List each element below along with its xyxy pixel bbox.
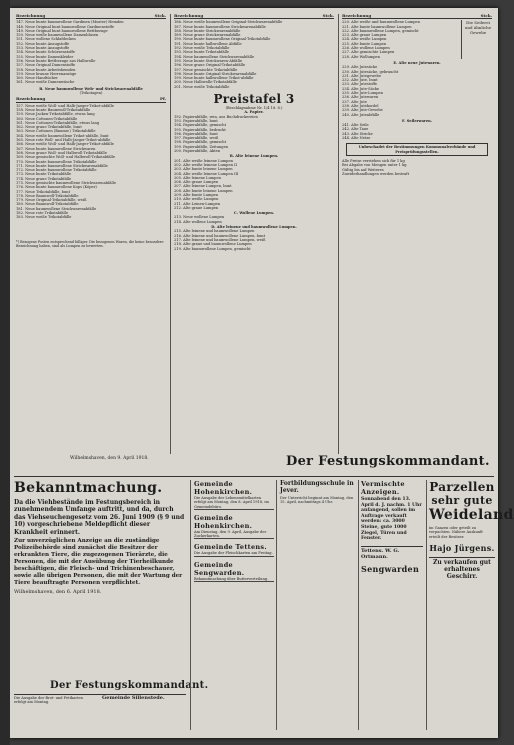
list-item-text: 243. Alte Stricke: [342, 131, 373, 136]
list-item-text: 197. Neue gemischte Trikotabfälle: [174, 67, 238, 72]
list-item-text: 164. Neue weiße baumwollene Trikot-abfälle, bunt: [16, 133, 109, 138]
list-item-text: 158. Neue bunte Baumwoll-Trikotabfälle: [16, 107, 91, 112]
municipal-ads-list: [194, 480, 274, 582]
list-item-text: 215. Alte leinene und baumwollene Lumpen: [174, 229, 255, 234]
list-item-text: 199. Papierabfälle, Zeitungen: [174, 144, 229, 149]
list-item-text: 218. Alte graue und baumwollene Lumpen: [174, 242, 252, 247]
list-item-text: 198. Neue bunte Original-Strickwarenabfälle: [174, 71, 257, 76]
school-title: Fortbildungsschule in Jever.: [280, 480, 354, 494]
ortmann-name: Tettens. W. G. Ortmann.: [361, 546, 423, 560]
list-item-text: 159. Neue Jacken-Trikotabfälle, etwas lang: [16, 112, 95, 117]
municipal-ad-text: Die Ausgabe der Lebensmittelkarten erfolgt am Montag, den 8. April 1918, im Gemeindebüro.: [194, 496, 269, 509]
section-a-title: A. Papier.: [244, 110, 264, 115]
list-item-text: 163. Neue Cottonen (Baumw.) Trikotabfälle: [16, 129, 96, 134]
list-item-text: 208. Alte bunte leinene Lumpen: [174, 188, 233, 193]
list-item-text: 232. Alte Jute, bunt: [342, 78, 378, 83]
municipal-notices: [194, 480, 274, 730]
municipal-ad: [194, 514, 274, 540]
authority-signature: Der Festungskommandant.: [286, 454, 490, 469]
municipal-ad-title: Gemeinde Sengwarden.: [194, 560, 245, 577]
list-item-text: 235. Alte Jute-Lumpen: [342, 91, 383, 96]
bekanntmachung-block: [14, 480, 186, 680]
notice-text: Die Ausgabe der Brot- und Fettkarten erfolgt am Montag.: [14, 696, 83, 705]
section-c-title: C. Wollene Lumpen.: [233, 211, 275, 216]
list-item-text: 239. Alte Jute-Gewebe: [342, 108, 383, 113]
list-item-text: 147. Neue bunte baumwollene Gardinen (Muster) Hemden: [16, 20, 124, 25]
preistafel-title: Preistafel 3: [213, 92, 295, 107]
list-item-text: 221. Alte bunte baumwollene Lumpen: [342, 24, 412, 29]
list-item-text: 183. Neue weiße Trikotabfälle: [16, 215, 72, 220]
boxed-note: Unbeschadet der Bestimmungen Kommunalverbände und Preisprüfungsstellen.: [346, 143, 488, 156]
list-item-text: 210. Alte weiße Lumpen: [174, 197, 219, 202]
list-item-text: 229. Alte Jutesäcke: [342, 65, 378, 70]
list-item-text: 193. Papierabfälle, bunt: [174, 118, 218, 123]
list-item: [16, 80, 166, 84]
list-item-text: 169. Neue gemischte Woll- und Halbwoll-Trikotabfälle: [16, 155, 115, 160]
bekanntmachung-sign: Der Festungskommandant.: [50, 680, 209, 691]
list-item-text: 201. Alte weiße leinene Lumpen: [174, 158, 233, 163]
list-item-text: 201. Neue weiße Trikotabfälle: [174, 84, 230, 89]
school-notice: [280, 480, 356, 730]
list-item-text: 220. Alte weiße und baumwollene Lumpen: [342, 20, 420, 25]
bekanntmachung-date: Wilhelmshaven, den 6. April 1918.: [14, 589, 102, 596]
list-item-text: 162. Neue graue Trikotabfälle, bunt: [16, 125, 82, 130]
section-d-title: D. Alte leinene und baumwollene Lumpen.: [211, 225, 297, 230]
list-item-text: 196. Neue graue Original-Trikotabfälle: [174, 63, 246, 68]
left-section-subtitle: (Trikotagen): [79, 91, 103, 96]
list-item-text: 161. Neue weiße Damenwäsche: [16, 80, 75, 85]
bekanntmachung-title: Bekanntmachung.: [14, 480, 163, 496]
list-item-text: 237. Alte Jute: [342, 99, 367, 104]
list-item: [174, 206, 334, 210]
list-item-text: 230. Alte Jutesäcke, gebraucht: [342, 69, 399, 74]
left-footnote: *) Bezogene Posten entsprechend billiger. Die bezogenen Waren, die keine besondere Bezeichnung haben, sind als Lumpen zu bewerten.: [16, 239, 164, 248]
list-item-text: 241. Alte Seile: [342, 123, 369, 128]
left-column-header-2: [16, 97, 166, 102]
left-rows: [16, 20, 166, 84]
list-item-text: 148. Neue Original bunt baumwollene Gardinenstoffe: [16, 24, 115, 29]
bekanntmachung-body-2: Zur unverzüglichen Anzeige an die zuständige Polizeibehörde sind zunächst die Besitzer der erkrankten Tiere, die zugezogenen Tierärzte, die Personen, die mit der Ausübung der Tierheilkunde beschäftigen, die Fleisch- und Trichinenbeschauer, sowie alle übrigen Personen, die mit der Wartung der Tiere beauftragte Personen verpflichtet.: [14, 538, 183, 587]
list-item-text: 238. Alte Jutekordel: [342, 103, 379, 108]
right-column: [342, 14, 492, 176]
weideland-title-3: Weideland: [429, 507, 514, 523]
list-item-text: 172. Neue bunte baumwollene Trikotabfälle: [16, 168, 97, 173]
list-item-text: 227. Alte gemischte Lumpen: [342, 50, 395, 55]
section-g-rows: [342, 159, 492, 176]
header-label: Bezeichnung: [342, 13, 372, 18]
list-item-text: 209. Alte bunte Lumpen: [174, 192, 219, 197]
left-column-header: [16, 14, 166, 19]
left-section-title: B. Neue baumwollene Web- und Strickwarenabfälle: [39, 86, 143, 91]
list-item-text: 195. Neue bunte Strickwaren-Abfälle: [174, 58, 242, 63]
section-f-title: F. Seilerwaren.: [402, 118, 432, 123]
list-item-text: 181. Neue baumwollene Strickwarenabfälle: [16, 206, 97, 211]
list-item-text: 166. Neue weiße Woll- und Halb-Jaeger-Trikot-abfälle: [16, 142, 114, 147]
list-item-text: 175. Neue gemischte baumwollene Strickwarenabfälle: [16, 180, 116, 185]
list-item-text: 204. Alte weiße leinene Lumpen III: [174, 171, 239, 176]
list-item-text: 152. Neue bunte Anzugstoffe: [16, 41, 70, 46]
bekanntmachung-body: Da die Viehbestände im Festungsbereich in zunehmendem Umfange auftritt, und da, durch das Viehseuchengesetz vom 26. Juni 1909 (§ 9 und 10) vorgeschriebene Meldepflicht dieser Krankheit erinnert.: [14, 499, 185, 536]
weideland-title-2: sehr gute: [431, 494, 493, 507]
list-item: [174, 85, 334, 89]
list-item-text: 186. Neue weiße baumwollene Original-Strickwarenabfälle: [174, 20, 283, 25]
list-item-text: 207. Alte leinene Lumpen, bunt: [174, 184, 232, 189]
middle-column-header: [174, 14, 334, 19]
list-item-text: 158. Neue bunte Arbeitshemden: [16, 67, 76, 72]
preistafel-subtitle: (Beschlagnahme Nr. 1/4 18. 8.): [225, 106, 283, 111]
list-item-text: 242. Alte Taue: [342, 127, 369, 132]
sengwarden-title: Sengwarden: [361, 563, 420, 574]
list-item-text: 182. Neue rote Trikotabfälle: [16, 211, 68, 216]
list-item-text: 179. Neue Original-Trikotabfälle, weiß: [16, 198, 87, 203]
geschirr-ad: Zu verkaufen gut erhaltenes Geschirr.: [429, 557, 495, 580]
list-item-text: 156. Neue bunte Bettbezuge aus Halbwolle: [16, 58, 96, 63]
list-item-text: 157. Neue Original Damenstoffe: [16, 63, 76, 68]
left-column: [16, 14, 166, 248]
list-item: [16, 215, 166, 219]
list-item-text: 168. Neue graue Woll- und Halbwoll-Trikotabfälle: [16, 150, 107, 155]
list-item-text: 228. Alte Wollumpen: [342, 54, 380, 59]
section-a-rows: [174, 115, 334, 154]
list-item-text: 194. Papierabfälle, gemischt: [174, 123, 227, 128]
vermischte-anzeigen: [361, 480, 423, 730]
column-rule: [190, 480, 191, 730]
list-item-text: 225. Alte bunte Lumpen: [342, 41, 387, 46]
list-item-text: 187. Neue bunte baumwollene Strickwarenabfälle: [174, 24, 266, 29]
list-item-text: 159. Neue braune Herrenanzüge: [16, 71, 77, 76]
list-item-text: 180. Neue Baumwoll-Trikotabfälle: [16, 202, 79, 207]
list-item-text: 226. Alte wollene Lumpen: [342, 46, 390, 51]
list-item-text: 170. Neue bunte baumwollene Trikotabfälle: [16, 159, 97, 164]
municipal-ad-text: Am Dienstag, den 9. April, Ausgabe der Zuckerkarten.: [194, 529, 267, 539]
list-item-text: 177. Neue Trikotabfälle, bunt: [16, 189, 71, 194]
weideland-text: im Ganzen oder geteilt zu verpachten. Nähere Auskunft erteilt der Besitzer.: [429, 526, 483, 539]
section-c-rows: [174, 215, 334, 224]
list-item: [342, 136, 492, 140]
weideland-ad: [429, 480, 514, 730]
list-item-text: 188. Neue bunte Strickwarenabfälle: [174, 28, 241, 33]
verm-text: Sonnabend den 13. April d. J. nachm. 1 Uhr anfangend, sollen im Auftrage verkauft werden: ca. 3000 Steine, gute 1000 Ziegel, Türen und Fenster.: [361, 497, 422, 542]
list-item-text: 224. Alte weiße Lumpen: [342, 37, 387, 42]
section-e-rows: [342, 65, 492, 117]
list-item-text: 194. Neue baumwollene Strickwarenabfälle: [174, 54, 255, 59]
list-item-text: 151. Neue wollene Schlafdecken: [16, 37, 76, 42]
list-item-text: 234. Alte Jute-Säcke: [342, 86, 380, 91]
list-item-text: 191. Neue bunte halbwollene Abfälle: [174, 41, 242, 46]
weideland-title-1: Parzellen: [429, 480, 495, 494]
column-rule: [338, 14, 339, 454]
section-b-rows: [174, 159, 334, 211]
municipal-ad-text: Die Ausgabe der Fleischkarten am Freitag.: [194, 551, 273, 556]
right-side-text: Die Seilerei und ähnliche Gewebe: [461, 20, 492, 59]
municipal-ad: [194, 561, 274, 582]
list-item-text: 192. Papierabfälle, rein, aus Buchdruckereien: [174, 114, 258, 119]
list-item-text: 236. Alte Jutewaren: [342, 95, 379, 100]
list-item: [174, 149, 334, 153]
municipal-ad-title: Gemeinde Hohenkirchen.: [194, 480, 253, 496]
weideland-owner: Hajo Jürgens.: [429, 542, 495, 553]
left-rows-2: [16, 104, 166, 220]
section-f-rows: [342, 123, 492, 140]
list-item-text: 223. Alte graue Lumpen: [342, 33, 387, 38]
column-rule: [358, 480, 359, 730]
list-item-text: 165. Neue rote Woll- und Halb-Jaeger-Trikot-abfälle: [16, 138, 111, 143]
notice-title: Gemeinde Sillenstede.: [102, 695, 165, 701]
header-label: Bezeichnung: [16, 96, 46, 102]
header-unit: Stck.: [322, 13, 334, 18]
section-d-rows: [174, 229, 334, 250]
list-item-text: Bei Abgabe von Mengen unter 1 kg: [342, 163, 407, 168]
list-item-text: 198. Papierabfälle, gemischt: [174, 140, 227, 145]
municipal-ad: [194, 480, 274, 510]
list-item-text: 150. Neue weiße baumwollene Damenblusen: [16, 33, 99, 38]
list-item-text: 231. Alte Jutegewebe: [342, 73, 381, 78]
list-item-text: 189. Neue graue Strickwarenabfälle: [174, 33, 241, 38]
list-item-text: 244. Alte Netze: [342, 136, 371, 141]
list-item-text: 171. Neue bunte baumwollene Strickwarenabfälle: [16, 163, 108, 168]
list-item-text: 197. Papierabfälle, weiß: [174, 136, 219, 141]
list-item-text: 154. Neue bunte Schürzenstoffe: [16, 50, 75, 55]
municipal-ad-title: Gemeinde Tettens.: [194, 543, 267, 552]
list-item: [174, 220, 334, 224]
list-item-text: 173. Neue bunte Trikotabfälle: [16, 172, 72, 177]
municipal-ad-text: Bekanntmachung über Butterverteilung.: [194, 576, 269, 581]
list-item-text: 200. Papierabfälle, Akten: [174, 149, 221, 154]
list-item-text: 200. Neue Halbwolle-Trikotabfälle: [174, 80, 237, 85]
list-item-text: 192. Neue weiße Trikotabfälle: [174, 46, 230, 51]
list-item-text: Alle Preise verstehen sich für 1 kg: [342, 158, 405, 163]
list-item-text: 202. Alte weiße leinene Lumpen II: [174, 162, 237, 167]
list-item-text: 167. Neue bunte baumwollene Strickwaren: [16, 146, 96, 151]
list-item-text: 160. Neue Handtücher: [16, 76, 58, 81]
municipal-ad: [194, 543, 274, 556]
bottom-left-notice-b: [102, 696, 186, 726]
header-label: Bezeichnung: [16, 13, 46, 18]
list-item-text: 199. Neue bunte halbwollene Trikot-abfälle: [174, 76, 254, 81]
middle-rows: [174, 20, 334, 89]
column-rule: [276, 480, 277, 730]
list-item-text: 205. Alte leinene Lumpen: [174, 175, 221, 180]
section-b-title: B. Alte leinene Lumpen.: [229, 154, 279, 159]
municipal-ad-title: Gemeinde Hohenkirchen.: [194, 513, 253, 530]
list-item-text: 190. Neue bunte baumwollene Original-Trikotabfälle: [174, 37, 271, 42]
column-rule: [426, 480, 427, 730]
list-item: [342, 172, 492, 176]
list-item-text: 149. Neue Original bunt baumwollene Bettbezuge: [16, 28, 108, 33]
right-rows: [342, 20, 461, 59]
header-unit: Stck.: [480, 13, 492, 18]
scan-margin: [0, 0, 10, 745]
section-e-title: E. Alte neue Jutewaren.: [393, 60, 441, 65]
list-item-text: 176. Neue bunte baumwollene Kops (Köper): [16, 185, 97, 190]
list-item-text: 178. Neue Baumwoll-Trikotabfälle: [16, 193, 79, 198]
verm-title: Vermischte Anzeigen.: [361, 480, 405, 496]
list-item-text: 213. Neue wollene Lumpen: [174, 215, 225, 220]
list-item-text: 206. Alte graue Lumpen: [174, 180, 219, 185]
list-item-text: 217. Alte leinene und baumwollene Lumpen, weiß: [174, 237, 266, 242]
header-label: Bezeichnung: [174, 13, 204, 18]
list-item-text: 222. Alte baumwollene Lumpen, gemischt: [342, 28, 419, 33]
list-item-text: 196. Papierabfälle, bunt: [174, 131, 218, 136]
list-item-text: 219. Alte baumwollene Lumpen, gemischt: [174, 246, 251, 251]
list-item-text: 216. Alte leinene und baumwollene Lumpen, bunt: [174, 233, 266, 238]
newspaper-page: [10, 8, 514, 738]
list-item: [174, 247, 334, 251]
list-item-text: 193. Neue bunte Trikotabfälle: [174, 50, 230, 55]
list-item-text: 212. Alte graue Lumpen: [174, 205, 219, 210]
list-item-text: Zuwiderhandlungen werden bestraft: [342, 171, 410, 176]
header-unit: Stck.: [154, 13, 166, 18]
header-unit: Pf.: [160, 96, 166, 102]
section-rule: [14, 476, 494, 477]
list-item-text: 160. Neue Cottonen-Trikotabfälle: [16, 116, 78, 121]
list-item-text: 155. Neue bunte Damenkleider: [16, 54, 74, 59]
list-item-text: 233. Alte Jutestoffe: [342, 82, 378, 87]
right-column-header: [342, 14, 492, 19]
list-item-text: 153. Neue bunte Anzugstoffe: [16, 46, 70, 51]
list-item: [342, 55, 461, 59]
list-item-text: Gültig bis auf Weiteres: [342, 167, 384, 172]
list-item: [342, 113, 492, 117]
list-item-text: 240. Alte Juteabfälle: [342, 112, 380, 117]
list-item-text: 157. Neue weiße Woll- und Halb-Jaeger-Trikot-abfälle: [16, 103, 114, 108]
list-item-text: 195. Papierabfälle, bedruckt: [174, 127, 226, 132]
middle-column: [174, 14, 334, 251]
list-item-text: 203. Alte bunte leinene Lumpen: [174, 167, 233, 172]
bottom-left-notice-a: [14, 696, 96, 726]
list-item-text: 211. Alte Leinen-Lumpen: [174, 201, 221, 206]
list-item-text: 214. Alte wollene Lumpen: [174, 219, 222, 224]
list-item-text: 174. Neue graue Trikotabfälle: [16, 176, 72, 181]
list-item-text: 161. Neue Cottonen-Trikotabfälle, etwas lang: [16, 120, 100, 125]
place-date: Wilhelmshaven, den 9. April 1918.: [70, 456, 149, 461]
school-text: Der Unterricht beginnt am Montag, den 15. April, nachmittags 4 Uhr.: [280, 496, 354, 505]
column-rule: [170, 14, 171, 454]
